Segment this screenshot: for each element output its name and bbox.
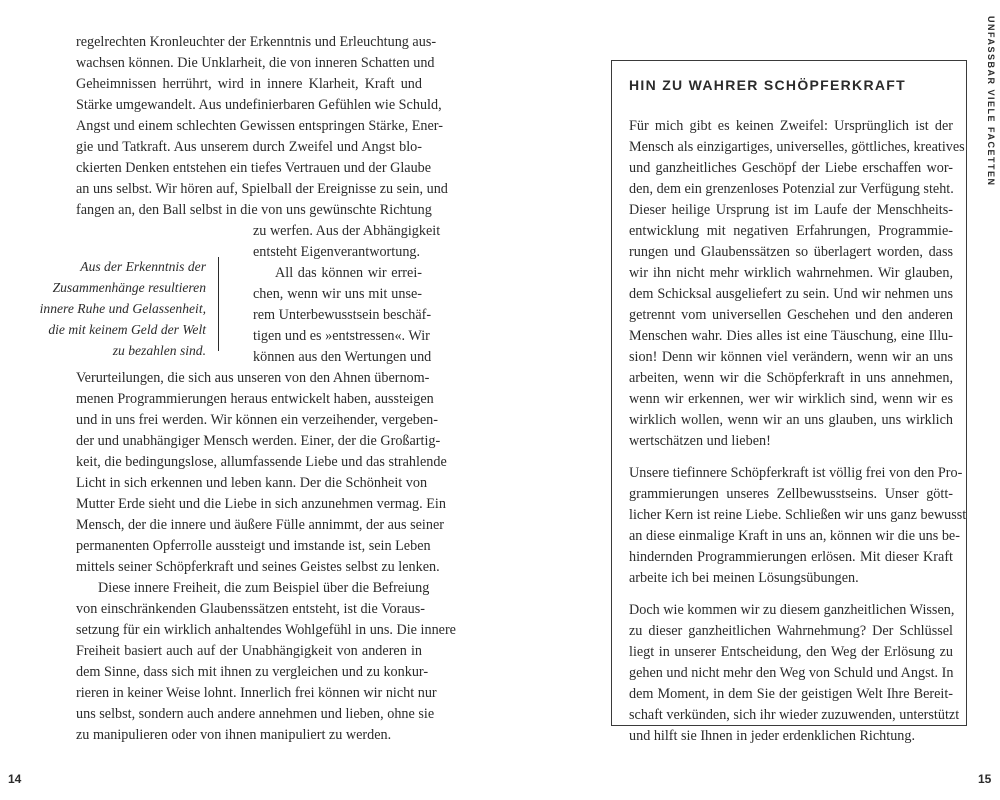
box-line: entwicklung mit negativen Erfahrungen, Programmie- — [629, 223, 953, 239]
body-line: ckierten Denken entstehen ein tiefes Vertrauen und der Glaube — [76, 160, 432, 176]
body-line: menen Programmierungen heraus entwickelt haben, aussteigen — [76, 391, 434, 407]
pull-quote-line: innere Ruhe und Gelassenheit, — [39, 301, 206, 316]
box-line: den, dem ein grenzenloses Potenzial zur Verfügung steht. — [629, 181, 954, 197]
pull-quote-line: Zusammenhänge resultieren — [52, 280, 206, 295]
box-line: hindernden Programmierungen erlösen. Mit dieser Kraft — [629, 549, 953, 565]
box-line: wirklich wollen, wenn wir an uns glauben, uns wirklich — [629, 412, 953, 428]
body-line: dem Sinne, dass sich mit ihnen zu vergleichen und zu konkur- — [76, 664, 429, 680]
box-line: arbeiten, wenn wir die Schöpferkraft in uns annehmen, — [629, 370, 953, 386]
box-line: liegt in unserer Entscheidung, den Weg der Erlösung zu — [629, 644, 953, 660]
body-line: wachsen können. Die Unklarheit, die von inneren Schatten und — [76, 55, 435, 71]
box-line: Dieser heilige Ursprung ist im Laufe der Menschheits- — [629, 202, 953, 218]
body-line: All das können wir errei- — [275, 265, 422, 281]
body-line: tigen und es »entstressen«. Wir — [253, 328, 430, 344]
box-line: getrennt vom universellen Geschehen und den anderen — [629, 307, 953, 323]
body-line: an uns selbst. Wir hören auf, Spielball der Ereignisse zu sein, und — [76, 181, 448, 197]
box-line: grammierungen unseres Zellbewusstseins. Unser gött- — [629, 486, 953, 502]
box-line: dem Moment, in dem Sie der geistigen Welt Ihre Bereit- — [629, 686, 953, 702]
box-line: schaft verkünden, sich ihr wieder zuzuwenden, unterstützt — [629, 707, 960, 723]
box-line: dem Schicksal ausgeliefert zu sein. Und wir nehmen uns — [629, 286, 953, 302]
running-head: UNFASSBAR VIELE FACETTEN — [986, 16, 996, 187]
box-line: Doch wie kommen wir zu diesem ganzheitlichen Wissen, — [629, 602, 955, 618]
body-line: chen, wenn wir uns mit unse- — [253, 286, 422, 302]
box-line: arbeite ich bei meinen Lösungsübungen. — [629, 570, 859, 586]
body-line: Verurteilungen, die sich aus unseren von den Ahnen übernom- — [76, 370, 430, 386]
body-line: permanenten Opferrolle aussteigt und imstande ist, sein Leben — [76, 538, 431, 554]
pull-quote-line: zu bezahlen sind. — [112, 343, 206, 358]
box-line: gehen und nicht mehr den Weg von Schuld und Angst. In — [629, 665, 954, 681]
box-line: Unsere tiefinnere Schöpferkraft ist völlig frei von den Pro- — [629, 465, 963, 481]
pull-quote-rule — [218, 257, 219, 351]
body-line: der und unabhängiger Mensch werden. Einer, der die Großartig- — [76, 433, 441, 449]
body-line: gie und Tatkraft. Aus unserem durch Zweifel und Angst blo- — [76, 139, 422, 155]
body-line: regelrechten Kronleuchter der Erkenntnis und Erleuchtung aus- — [76, 34, 437, 50]
box-line: wenn wir erkennen, wer wir wirklich sind, wenn wir es — [629, 391, 953, 407]
body-line: zu werfen. Aus der Abhängigkeit — [253, 223, 441, 239]
box-line: Mensch als einzigartiges, universelles, göttliches, kreatives — [629, 139, 965, 155]
body-line: setzung für ein wirklich anhaltendes Wohlgefühl in uns. Die innere — [76, 622, 456, 638]
body-line: von einschränkenden Glaubenssätzen entsteht, ist die Voraus- — [76, 601, 425, 617]
body-line: Mensch, der die innere und äußere Fülle annimmt, der aus seiner — [76, 517, 444, 533]
body-line: Freiheit basiert auch auf der Unabhängigkeit von anderen in — [76, 643, 422, 659]
body-line: entsteht Eigenverantwortung. — [253, 244, 421, 260]
box-line: sion! Denn wir können viel verändern, wenn wir an uns — [629, 349, 953, 365]
body-line: Mutter Erde sieht und die Liebe in sich anzunehmen vermag. Ein — [76, 496, 446, 512]
body-line: können aus den Wertungen und — [253, 349, 432, 365]
body-line: und in uns frei werden. Wir können ein verzeihender, vergeben- — [76, 412, 438, 428]
page-number-left: 14 — [8, 772, 22, 786]
body-line: rem Unterbewusstsein beschäf- — [253, 307, 432, 323]
body-line: rieren in keiner Weise lohnt. Innerlich frei können wir nicht nur — [76, 685, 437, 701]
body-line: Licht in sich erkennen und leben kann. Der die Schönheit von — [76, 475, 428, 491]
body-line: Angst und einem schlechten Gewissen entspringen Stärke, Ener- — [76, 118, 443, 134]
body-line: mittels seiner Schöpferkraft und seines Geistes selbst zu lenken. — [76, 559, 440, 575]
box-line: an diese einmalige Kraft in uns an, können wir die uns be- — [629, 528, 960, 544]
page-number-right: 15 — [978, 772, 992, 786]
body-line: zu manipulieren oder von ihnen manipuliert zu werden. — [76, 727, 392, 743]
box-line: zu dieser ganzheitlichen Wahrnehmung? Der Schlüssel — [629, 623, 953, 639]
box-line: wertschätzen und lieben! — [629, 433, 771, 449]
box-line: und hilft sie Ihnen in jeder erdenklichen Richtung. — [629, 728, 916, 744]
box-line: wir ihn nicht mehr wirklich wahrnehmen. Wir glauben, — [629, 265, 953, 281]
pull-quote-line: Aus der Erkenntnis der — [80, 259, 206, 274]
pull-quote-line: die mit keinem Geld der Welt — [48, 322, 206, 337]
body-line: Diese innere Freiheit, die zum Beispiel über die Befreiung — [98, 580, 430, 596]
body-line: uns selbst, sondern auch andere annehmen und lieben, ohne sie — [76, 706, 435, 722]
box-line: Für mich gibt es keinen Zweifel: Ursprünglich ist der — [629, 118, 953, 134]
box-line: rungen und Glaubenssätzen so überlagert worden, dass — [629, 244, 953, 260]
body-line: Stärke umgewandelt. Aus undefinierbaren Gefühlen wie Schuld, — [76, 97, 442, 113]
box-title: HIN ZU WAHRER SCHÖPFERKRAFT — [629, 77, 906, 93]
body-line: Geheimnissen herrührt, wird in innere Klarheit, Kraft und — [76, 76, 422, 92]
box-line: Menschen wahr. Dies alles ist eine Täuschung, eine Illu- — [629, 328, 953, 344]
box-line: und ganzheitliches Geschöpf der Liebe erschaffen wor- — [629, 160, 953, 176]
body-line: fangen an, den Ball selbst in die von uns gewünschte Richtung — [76, 202, 432, 218]
body-line: keit, die bedingungslose, allumfassende Liebe und das strahlende — [76, 454, 447, 470]
box-line: licher Kern ist reine Liebe. Schließen wir uns ganz bewusst — [629, 507, 967, 523]
